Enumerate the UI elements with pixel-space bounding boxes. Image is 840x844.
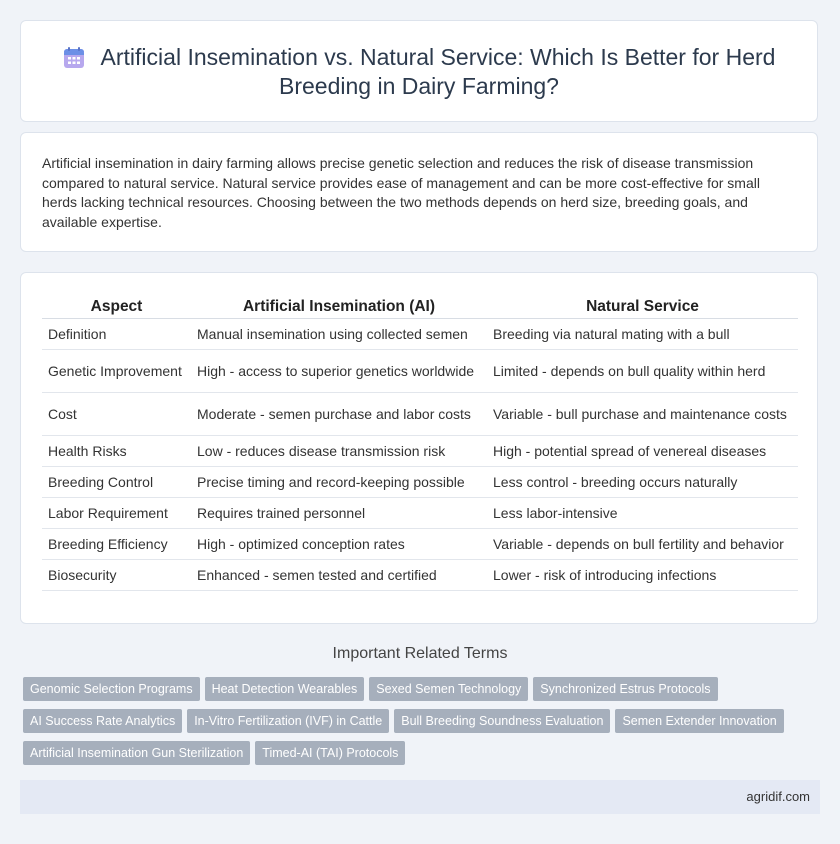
cell-natural: Lower - risk of introducing infections [487, 560, 798, 591]
intro-card [20, 132, 818, 252]
cell-ai: High - optimized conception rates [191, 529, 487, 560]
footer [20, 780, 820, 814]
header-natural: Natural Service [487, 295, 798, 319]
comparison-card [20, 272, 818, 624]
title-card [20, 20, 818, 122]
cell-ai: Enhanced - semen tested and certified [191, 560, 487, 591]
table-row [42, 560, 798, 591]
related-terms-tags [23, 677, 813, 773]
cell-aspect: Breeding Control [42, 467, 191, 498]
tag-link[interactable]: Timed-AI (TAI) Protocols [255, 741, 405, 765]
table-row [42, 393, 798, 436]
table-row [42, 498, 798, 529]
cell-aspect: Definition [42, 319, 191, 350]
tag-link[interactable]: Artificial Insemination Gun Sterilization [23, 741, 250, 765]
tag-row [23, 741, 813, 773]
cell-aspect: Biosecurity [42, 560, 191, 591]
tag-link[interactable]: Bull Breeding Soundness Evaluation [394, 709, 610, 733]
table-row [42, 529, 798, 560]
cell-natural: Breeding via natural mating with a bull [487, 319, 798, 350]
tag-link[interactable]: Semen Extender Innovation [615, 709, 783, 733]
cell-ai: Requires trained personnel [191, 498, 487, 529]
related-terms-title: Important Related Terms [332, 645, 508, 662]
cell-aspect: Genetic Improvement [42, 350, 191, 393]
cell-ai: Manual insemination using collected semen [191, 319, 487, 350]
cell-natural: Limited - depends on bull quality within herd [487, 350, 798, 393]
cell-natural: Less control - breeding occurs naturally [487, 467, 798, 498]
calendar-icon [63, 47, 85, 69]
cell-natural: Less labor-intensive [487, 498, 798, 529]
tag-row [23, 709, 813, 741]
tag-row [23, 677, 813, 709]
footer-site-link[interactable]: agridif.com [746, 789, 810, 804]
table-row [42, 350, 798, 393]
cell-ai: High - access to superior genetics worldwide [191, 350, 487, 393]
cell-aspect: Breeding Efficiency [42, 529, 191, 560]
table-row [42, 467, 798, 498]
header-ai: Artificial Insemination (AI) [191, 295, 487, 319]
tag-link[interactable]: Sexed Semen Technology [369, 677, 528, 701]
tag-link[interactable]: AI Success Rate Analytics [23, 709, 182, 733]
table-row [42, 319, 798, 350]
header-aspect: Aspect [42, 295, 191, 319]
table-header-row [42, 295, 798, 319]
cell-natural: Variable - bull purchase and maintenance costs [487, 393, 798, 436]
cell-ai: Precise timing and record-keeping possible [191, 467, 487, 498]
cell-ai: Low - reduces disease transmission risk [191, 436, 487, 467]
cell-natural: Variable - depends on bull fertility and behavior [487, 529, 798, 560]
page-title-block [41, 43, 797, 101]
cell-aspect: Cost [42, 393, 191, 436]
page-title: Artificial Insemination vs. Natural Service: Which Is Better for Herd Breeding in Dairy Farming? [100, 44, 776, 99]
cell-ai: Moderate - semen purchase and labor costs [191, 393, 487, 436]
cell-natural: High - potential spread of venereal diseases [487, 436, 798, 467]
cell-aspect: Health Risks [42, 436, 191, 467]
cell-aspect: Labor Requirement [42, 498, 191, 529]
intro-paragraph: Artificial insemination in dairy farming allows precise genetic selection and reduces the risk of disease transmission compared to natural service. Natural service provides ease of management and can be more cost-effective for small herds lacking technical resources. Choosing between the two methods depends on herd size, breeding goals, and available expertise. [42, 155, 760, 230]
comparison-table [42, 295, 798, 591]
tag-link[interactable]: Heat Detection Wearables [205, 677, 365, 701]
tag-link[interactable]: Genomic Selection Programs [23, 677, 200, 701]
table-row [42, 436, 798, 467]
tag-link[interactable]: Synchronized Estrus Protocols [533, 677, 717, 701]
tag-link[interactable]: In-Vitro Fertilization (IVF) in Cattle [187, 709, 389, 733]
